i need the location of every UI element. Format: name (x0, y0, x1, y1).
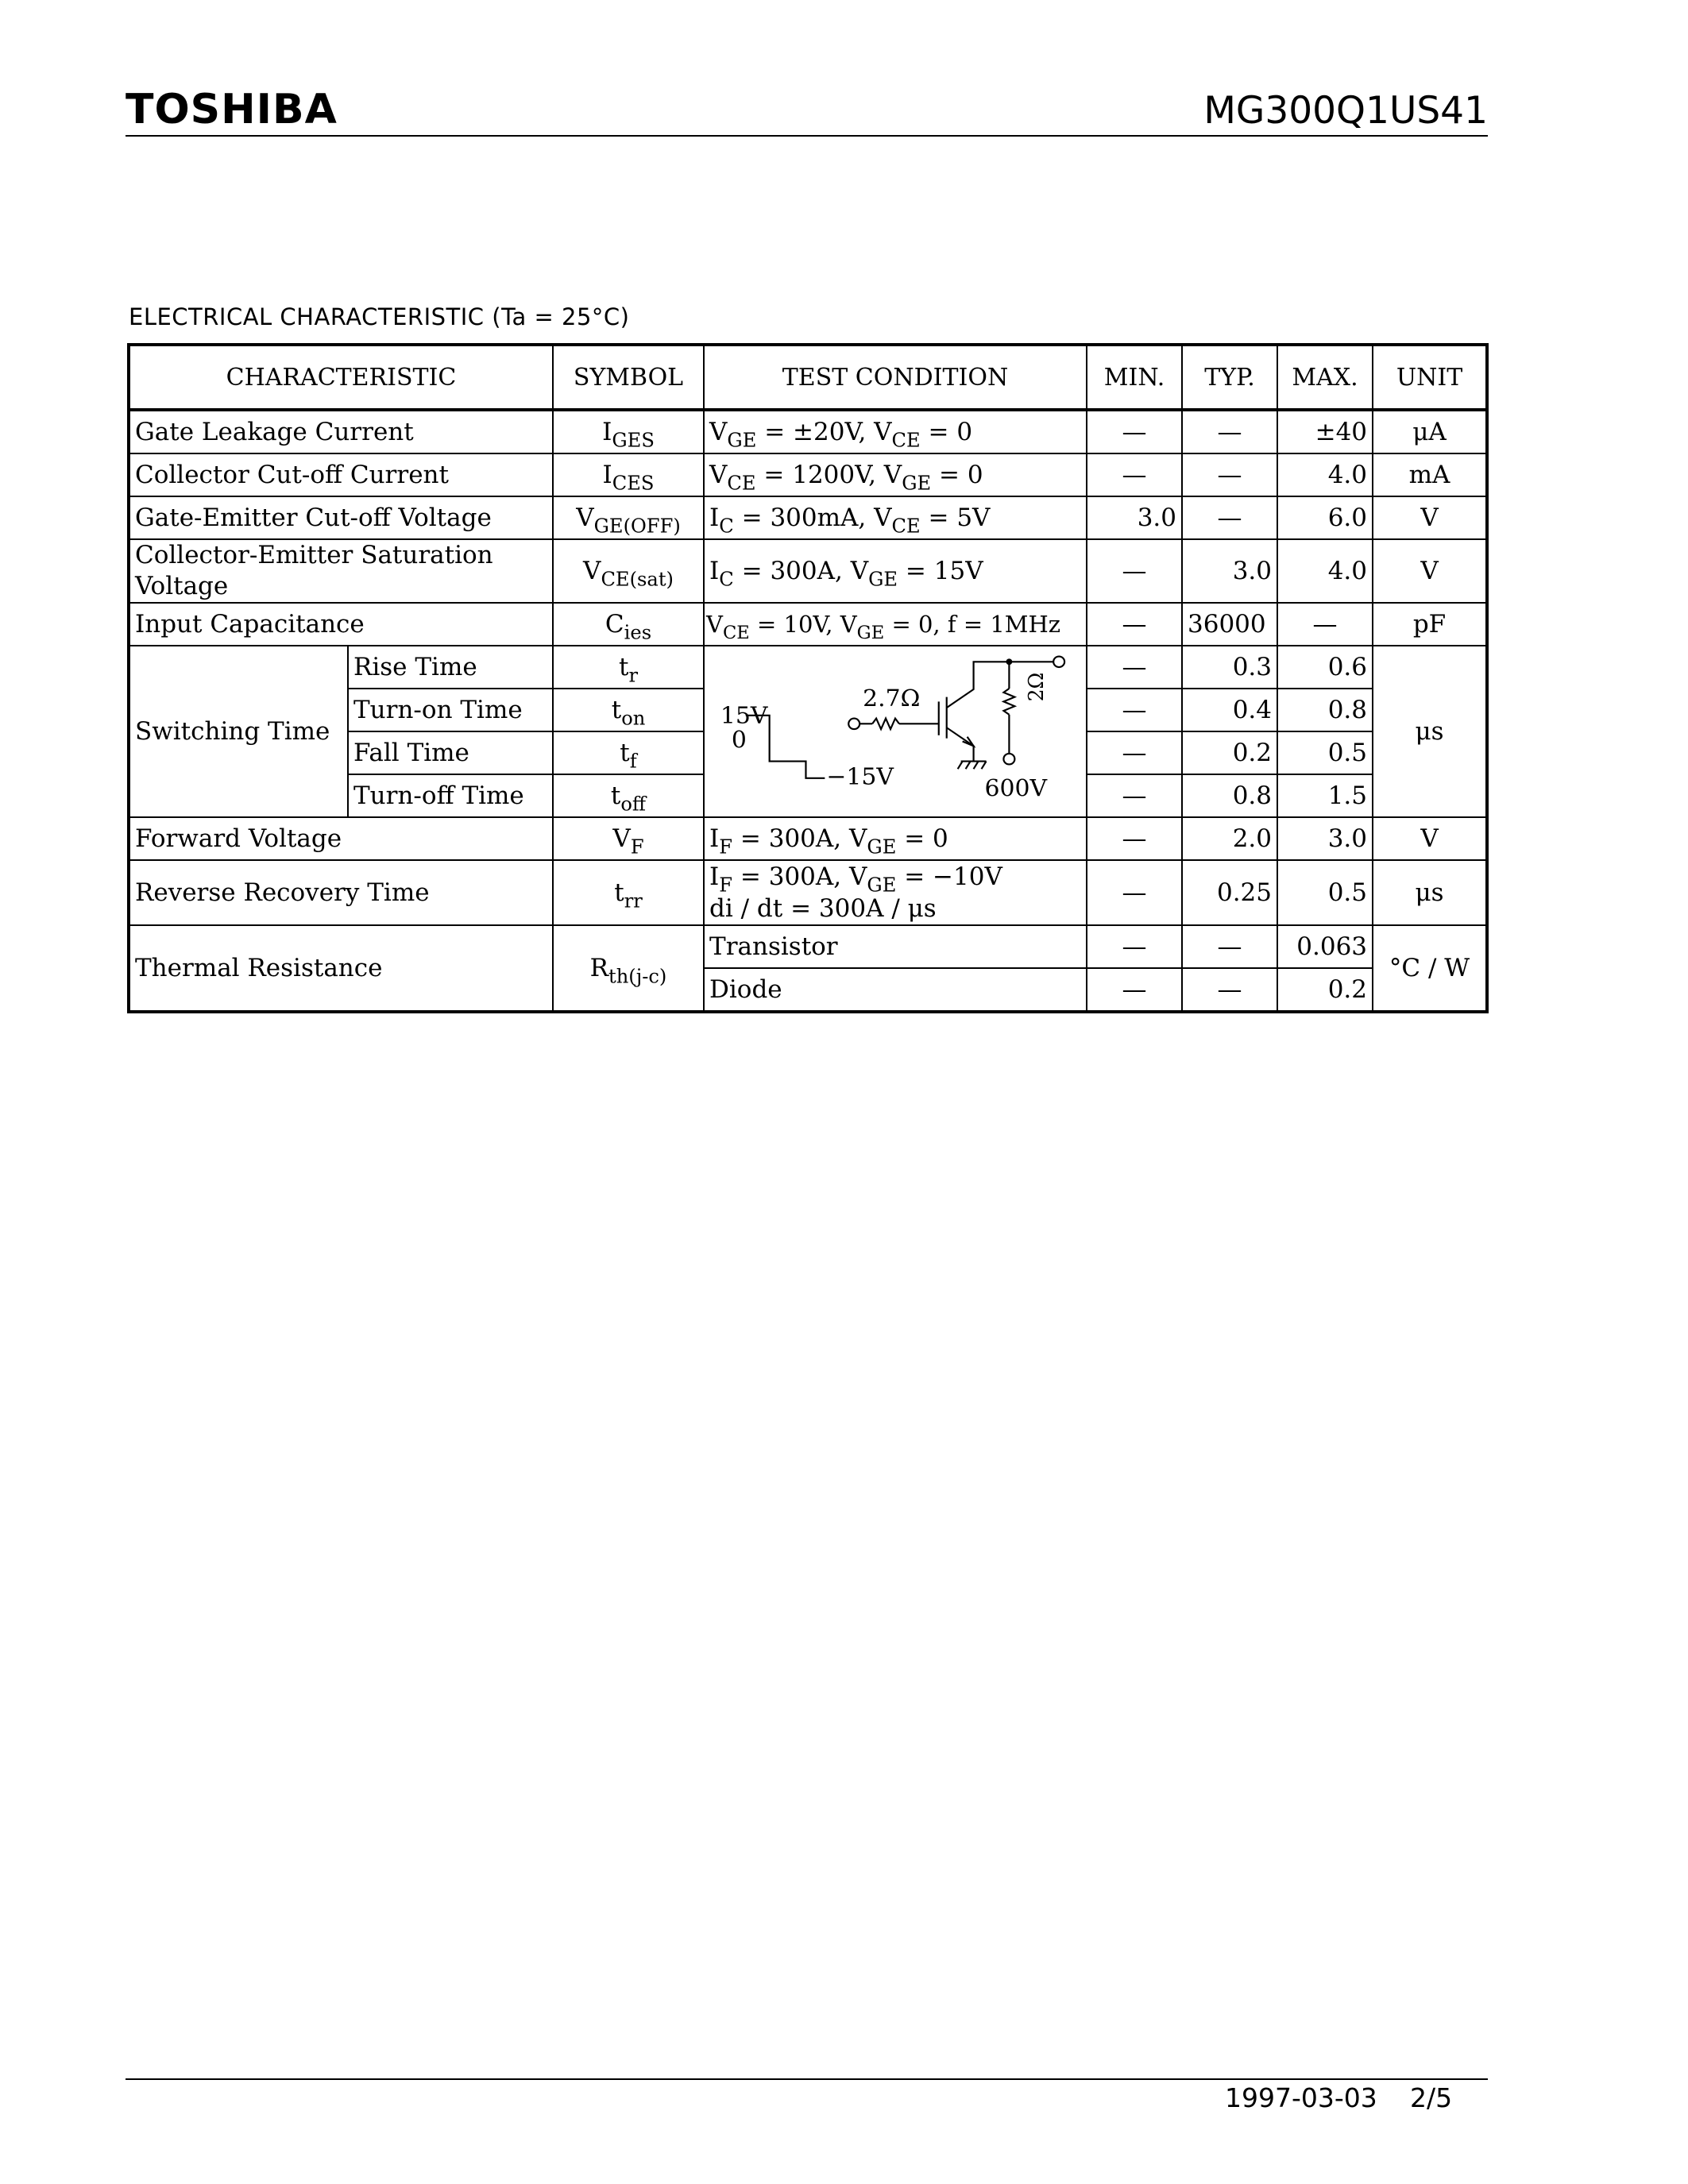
test-condition (704, 860, 1087, 926)
test-condition: $V_{CE} = 10V$, $V_{GE} = 0$, f = 1MHz (704, 603, 1087, 646)
typ-value: — (1182, 968, 1277, 1012)
section-title: ELECTRICAL CHARACTERISTIC (Ta = 25°C) (129, 303, 630, 330)
characteristic-name-line2: Voltage (135, 571, 229, 600)
symbol-cell (553, 925, 704, 1012)
characteristic-name (129, 539, 553, 603)
unit: μs (1373, 646, 1487, 817)
typ-value: 0.4 (1182, 689, 1277, 731)
min-value: — (1087, 817, 1182, 860)
symbol-base: t (619, 652, 629, 681)
max-value: 3.0 (1277, 817, 1373, 860)
unit: V (1373, 496, 1487, 539)
max-value: 4.0 (1277, 453, 1373, 496)
min-value: — (1087, 646, 1182, 689)
symbol-subscript: CES (612, 472, 655, 495)
characteristic-name: Gate Leakage Current (129, 410, 553, 453)
symbol-cell (553, 731, 704, 774)
test-condition-line2: di / dt = 300A / μs (709, 893, 937, 923)
max-value: 0.5 (1277, 731, 1373, 774)
max-value: — (1277, 603, 1373, 646)
min-value: — (1087, 968, 1182, 1012)
symbol-subscript: GE(OFF) (593, 515, 681, 538)
table-row (129, 925, 1487, 968)
max-value: 0.2 (1277, 968, 1373, 1012)
characteristic-name: Collector Cut-off Current (129, 453, 553, 496)
supply-voltage-label: 600V (984, 774, 1048, 801)
characteristic-name: Reverse Recovery Time (129, 860, 553, 926)
symbol-subscript: off (620, 792, 647, 815)
footer-page-number: 2/5 (1410, 2082, 1453, 2113)
ground-symbol (958, 761, 987, 769)
min-value: 3.0 (1087, 496, 1182, 539)
gate-resistor (872, 718, 899, 728)
pulse-low-label: −15V (826, 762, 894, 789)
symbol-base: C (605, 609, 624, 639)
table-header-row (129, 345, 1487, 410)
table-row (129, 453, 1487, 496)
min-value: — (1087, 774, 1182, 817)
test-condition: $I_F = 300A$, $V_{GE} = 0$ (704, 817, 1087, 860)
test-condition: Diode (704, 968, 1087, 1012)
min-value: — (1087, 453, 1182, 496)
typ-value: 3.0 (1182, 539, 1277, 603)
symbol-subscript: on (621, 706, 646, 729)
unit: pF (1373, 603, 1487, 646)
max-value: 6.0 (1277, 496, 1373, 539)
table-row (129, 496, 1487, 539)
col-header-characteristic: CHARACTERISTIC (129, 345, 553, 410)
load-resistor-label: 2Ω (1024, 672, 1049, 701)
typ-value: 0.2 (1182, 731, 1277, 774)
symbol-cell (553, 689, 704, 731)
gate-input-terminal (848, 718, 859, 728)
col-header-typ: TYP. (1182, 345, 1277, 410)
typ-value: — (1182, 410, 1277, 453)
symbol-subscript: f (629, 749, 637, 772)
min-value: — (1087, 860, 1182, 926)
symbol-cell (553, 774, 704, 817)
junction-dot (1006, 658, 1012, 665)
symbol-base: I (602, 418, 612, 446)
table-row (129, 646, 1487, 689)
typ-value: — (1182, 453, 1277, 496)
min-value: — (1087, 410, 1182, 453)
symbol-base: R (589, 954, 609, 983)
unit: V (1373, 539, 1487, 603)
characteristic-name: Thermal Resistance (129, 925, 553, 1012)
min-value: — (1087, 689, 1182, 731)
max-value: 0.8 (1277, 689, 1373, 731)
unit: V (1373, 817, 1487, 860)
min-value: — (1087, 539, 1182, 603)
max-value: 1.5 (1277, 774, 1373, 817)
gate-resistor-label: 2.7Ω (863, 685, 921, 712)
characteristic-name: Gate-Emitter Cut-off Voltage (129, 496, 553, 539)
table-row (129, 860, 1487, 926)
typ-value: — (1182, 496, 1277, 539)
unit: μs (1373, 860, 1487, 926)
symbol-base: V (583, 556, 601, 585)
sub-characteristic-name: Turn-off Time (348, 774, 553, 817)
test-condition-line1: $I_F = 300A$, $V_{GE} = -10V$ (709, 862, 1002, 896)
col-header-unit: UNIT (1373, 345, 1487, 410)
max-value: 0.063 (1277, 925, 1373, 968)
switching-test-circuit (704, 646, 1087, 817)
test-condition: Transistor (704, 925, 1087, 968)
table-row (129, 603, 1487, 646)
sub-characteristic-name: Fall Time (348, 731, 553, 774)
typ-value: 0.3 (1182, 646, 1277, 689)
footer-date: 1997-03-03 (1225, 2082, 1377, 2113)
col-header-max: MAX. (1277, 345, 1373, 410)
symbol-cell (553, 646, 704, 689)
symbol-subscript: r (628, 663, 639, 686)
symbol-subscript: rr (624, 889, 643, 913)
collector-output-terminal (1053, 656, 1064, 666)
characteristic-name: Input Capacitance (129, 603, 553, 646)
col-header-test-condition: TEST CONDITION (704, 345, 1087, 410)
test-condition: $V_{GE} = \pm 20V$, $V_{CE} = 0$ (704, 410, 1087, 453)
max-value: ±40 (1277, 410, 1373, 453)
max-value: 4.0 (1277, 539, 1373, 603)
symbol-base: t (620, 738, 630, 767)
col-header-min: MIN. (1087, 345, 1182, 410)
unit: mA (1373, 453, 1487, 496)
min-value: — (1087, 731, 1182, 774)
symbol-cell (553, 817, 704, 860)
min-value: — (1087, 925, 1182, 968)
test-condition: $I_C = 300A$, $V_{GE} = 15V$ (704, 539, 1087, 603)
symbol-base: I (602, 461, 612, 489)
characteristic-name: Switching Time (129, 646, 348, 817)
typ-value: 36000 (1182, 603, 1277, 646)
typ-value: — (1182, 925, 1277, 968)
min-value: — (1087, 603, 1182, 646)
symbol-subscript: GES (612, 429, 655, 452)
toshiba-logo: TOSHIBA (126, 86, 338, 133)
supply-terminal (1003, 753, 1014, 763)
unit: μA (1373, 410, 1487, 453)
symbol-cell (553, 453, 704, 496)
sub-characteristic-name: Turn-on Time (348, 689, 553, 731)
part-number: MG300Q1US41 (1203, 89, 1488, 133)
symbol-subscript: CE(sat) (601, 568, 674, 591)
electrical-characteristics-table (127, 343, 1489, 1013)
typ-value: 2.0 (1182, 817, 1277, 860)
table-row (129, 539, 1487, 603)
symbol-subscript: ies (624, 620, 652, 643)
unit: °C / W (1373, 925, 1487, 1012)
symbol-cell (553, 496, 704, 539)
characteristic-name: Forward Voltage (129, 817, 553, 860)
symbol-base: t (610, 781, 621, 810)
pulse-high-label: 15V (720, 701, 768, 728)
max-value: 0.6 (1277, 646, 1373, 689)
typ-value: 0.8 (1182, 774, 1277, 817)
symbol-base: t (614, 878, 624, 907)
symbol-base: t (611, 695, 622, 724)
characteristic-name-line1: Collector-Emitter Saturation (135, 541, 493, 569)
symbol-cell (553, 410, 704, 453)
symbol-base: V (612, 824, 631, 853)
col-header-symbol: SYMBOL (553, 345, 704, 410)
symbol-subscript: th(j-c) (608, 965, 667, 988)
pulse-zero-label: 0 (731, 726, 747, 753)
sub-characteristic-name: Rise Time (348, 646, 553, 689)
footer-rule (126, 2078, 1488, 2080)
test-condition: $V_{CE} = 1200V$, $V_{GE} = 0$ (704, 453, 1087, 496)
symbol-subscript: F (630, 835, 644, 858)
test-condition: $I_C = 300mA$, $V_{CE} = 5V$ (704, 496, 1087, 539)
switching-circuit-diagram (705, 646, 1086, 816)
symbol-base: V (576, 504, 594, 532)
load-resistor (1003, 689, 1014, 715)
max-value: 0.5 (1277, 860, 1373, 926)
symbol-cell (553, 603, 704, 646)
table-row (129, 817, 1487, 860)
table-row (129, 410, 1487, 453)
symbol-cell (553, 860, 704, 926)
symbol-cell (553, 539, 704, 603)
typ-value: 0.25 (1182, 860, 1277, 926)
header-rule (126, 135, 1488, 137)
